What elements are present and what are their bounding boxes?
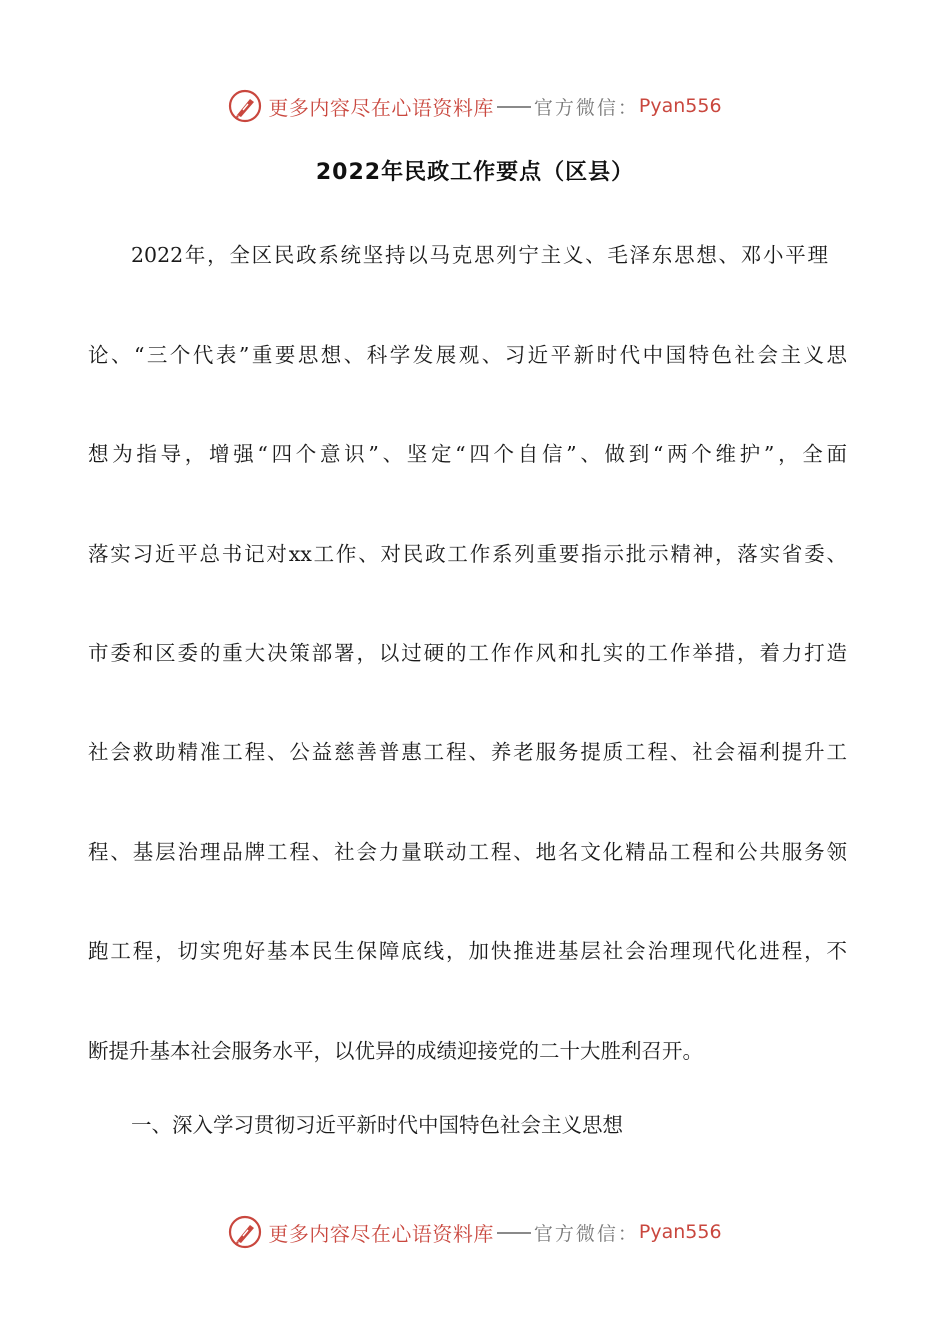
watermark-banner-bottom <box>0 1210 950 1254</box>
paragraph-line-4: 落实习近平总书记对xx工作、对民政工作系列重要指示批示精神，落实省委、 <box>88 542 847 566</box>
paragraph-line-6: 社会救助精准工程、公益慈善普惠工程、养老服务提质工程、社会福利提升工 <box>88 740 847 764</box>
watermark-site-text: 更多内容尽在心语资料库 <box>268 1221 494 1246</box>
paragraph-line-9: 断提升基本社会服务水平，以优异的成绩迎接党的二十大胜利召开。 <box>88 1039 703 1063</box>
watermark-wechat-label: 官方微信： <box>533 96 639 119</box>
watermark-dash <box>497 106 531 108</box>
paragraph-line-5: 市委和区委的重大决策部署，以过硬的工作作风和扎实的工作举措，着力打造 <box>88 641 847 665</box>
watermark-wechat-id: Pyan556 <box>638 1221 722 1243</box>
watermark-dash <box>497 1232 531 1234</box>
document-title: 2022年民政工作要点（区县） <box>315 160 635 185</box>
pen-nib-logo-icon <box>228 1215 262 1249</box>
paragraph-line-8: 跑工程，切实兜好基本民生保障底线，加快推进基层社会治理现代化进程，不 <box>88 939 847 963</box>
watermark-banner-top <box>0 84 950 128</box>
pen-nib-logo-icon <box>228 89 262 123</box>
section-heading: 一、深入学习贯彻习近平新时代中国特色社会主义思想 <box>131 1113 623 1137</box>
paragraph-line-7: 程、基层治理品牌工程、社会力量联动工程、地名文化精品工程和公共服务领 <box>88 840 847 864</box>
paragraph-line-2: 论、“三个代表”重要思想、科学发展观、习近平新时代中国特色社会主义思 <box>88 343 847 367</box>
watermark-wechat-id: Pyan556 <box>638 95 722 117</box>
watermark-site-text: 更多内容尽在心语资料库 <box>268 95 494 120</box>
paragraph-line-3: 想为指导，增强“四个意识”、坚定“四个自信”、做到“两个维护”，全面 <box>88 442 847 466</box>
watermark-wechat-label: 官方微信： <box>533 1222 639 1245</box>
paragraph-line-1: 2022年，全区民政系统坚持以马克思列宁主义、毛泽东思想、邓小平理 <box>131 243 828 267</box>
